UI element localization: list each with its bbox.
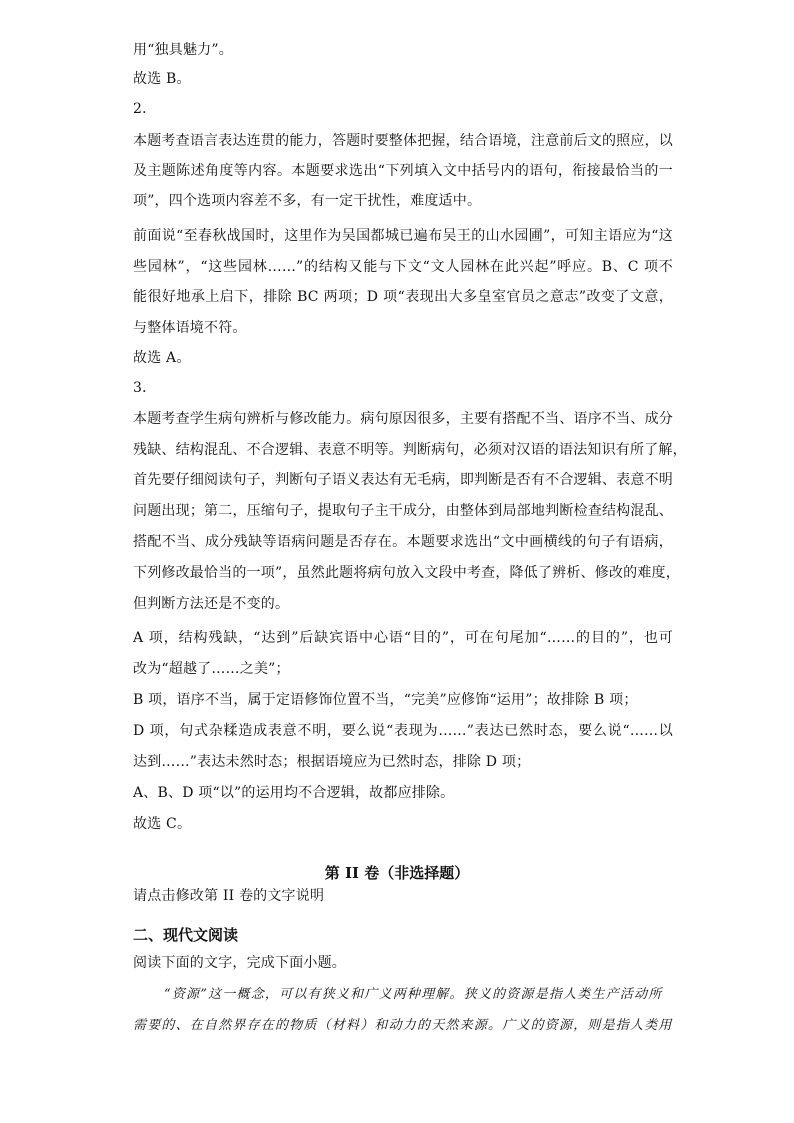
answer-line: 些园林”，“这些园林……”的结构又能与下文“文人园林在此兴起”呼应。B、C 项不 <box>133 259 673 275</box>
answer-line: 故选 B。 <box>133 71 191 87</box>
answer-line: 问题出现；第二，压缩句子，提取句子主干成分，由整体到局部地判断检查结构混乱、 <box>133 503 673 519</box>
answer-line: 残缺、结构混乱、不合逻辑、表意不明等。判断病句，必须对汉语的语法知识有所了解， <box>133 442 687 458</box>
answer-line: A 项，结构残缺，“达到”后缺宾语中心语“目的”，可在句尾加“……的目的”，也可 <box>133 630 673 646</box>
reading-instruction: 阅读下面的文字，完成下面小题。 <box>133 955 346 971</box>
answer-line: 达到……”表达未然时态；根据语境应为已然时态，排除 D 项； <box>133 754 531 770</box>
answer-line: 改为“超越了……之美”； <box>133 661 290 677</box>
section-title: 第 II 卷（非选择题） <box>324 864 470 882</box>
question-number: 3． <box>133 380 157 396</box>
answer-line: B 项，语序不当，属于定语修饰位置不当，“完美”应修饰“运用”；故排除 B 项； <box>133 692 638 708</box>
answer-line: 首先要仔细阅读句子，判断句子语义表达有无毛病，即判断是否有不合逻辑、表意不明 <box>133 472 673 488</box>
answer-line: 但判断方法还是不变的。 <box>133 596 290 612</box>
answer-line: 及主题陈述角度等内容。本题要求选出“下列填入文中括号内的语句，衔接最恰当的一 <box>133 163 673 179</box>
passage-line: 需要的、在自然界存在的物质（材料）和动力的天然来源。广义的资源，则是指人类用 <box>133 1018 673 1033</box>
answer-line: 用“独具魅力”。 <box>133 42 233 58</box>
answer-line: 下列修改最恰当的一项”，虽然此题将病句放入文段中考查，降低了辨析、修改的难度， <box>133 565 680 581</box>
answer-line: D 项，句式杂糅造成表意不明，要么说“表现为……”表达已然时态，要么说“……以 <box>133 723 673 739</box>
passage-line: “资源”这一概念，可以有狭义和广义两种理解。狭义的资源是指人类生产活动所 <box>164 987 663 1002</box>
answer-line: 项”，四个选项内容差不多，有一定干扰性，难度适中。 <box>133 193 482 209</box>
answer-line: 能很好地承上启下，排除 BC 两项；D 项“表现出大多皇室官员之意志”改变了文意， <box>133 289 673 305</box>
question-number: 2． <box>133 101 157 117</box>
answer-line: 故选 A。 <box>133 350 191 366</box>
answer-line: 本题考查语言表达连贯的能力，答题时要整体把握，结合语境，注意前后文的照应，以 <box>133 133 673 149</box>
answer-line: 前面说“至春秋战国时，这里作为吴国都城已遍布吴王的山水园圃”，可知主语应为“这 <box>133 228 673 244</box>
answer-line: 搭配不当、成分残缺等语病问题是否存在。本题要求选出“文中画横线的句子有语病， <box>133 534 673 550</box>
answer-line: 本题考查学生病句辨析与修改能力。病句原因很多，主要有搭配不当、语序不当、成分 <box>133 411 673 427</box>
answer-line: 故选 C。 <box>133 816 192 832</box>
answer-line: A、B、D 项“以”的运用均不合逻辑，故都应排除。 <box>133 785 455 801</box>
answer-line: 与整体语境不符。 <box>133 320 247 336</box>
section-heading: 二、现代文阅读 <box>133 926 239 944</box>
section-note[interactable]: 请点击修改第 II 卷的文字说明 <box>133 888 325 904</box>
